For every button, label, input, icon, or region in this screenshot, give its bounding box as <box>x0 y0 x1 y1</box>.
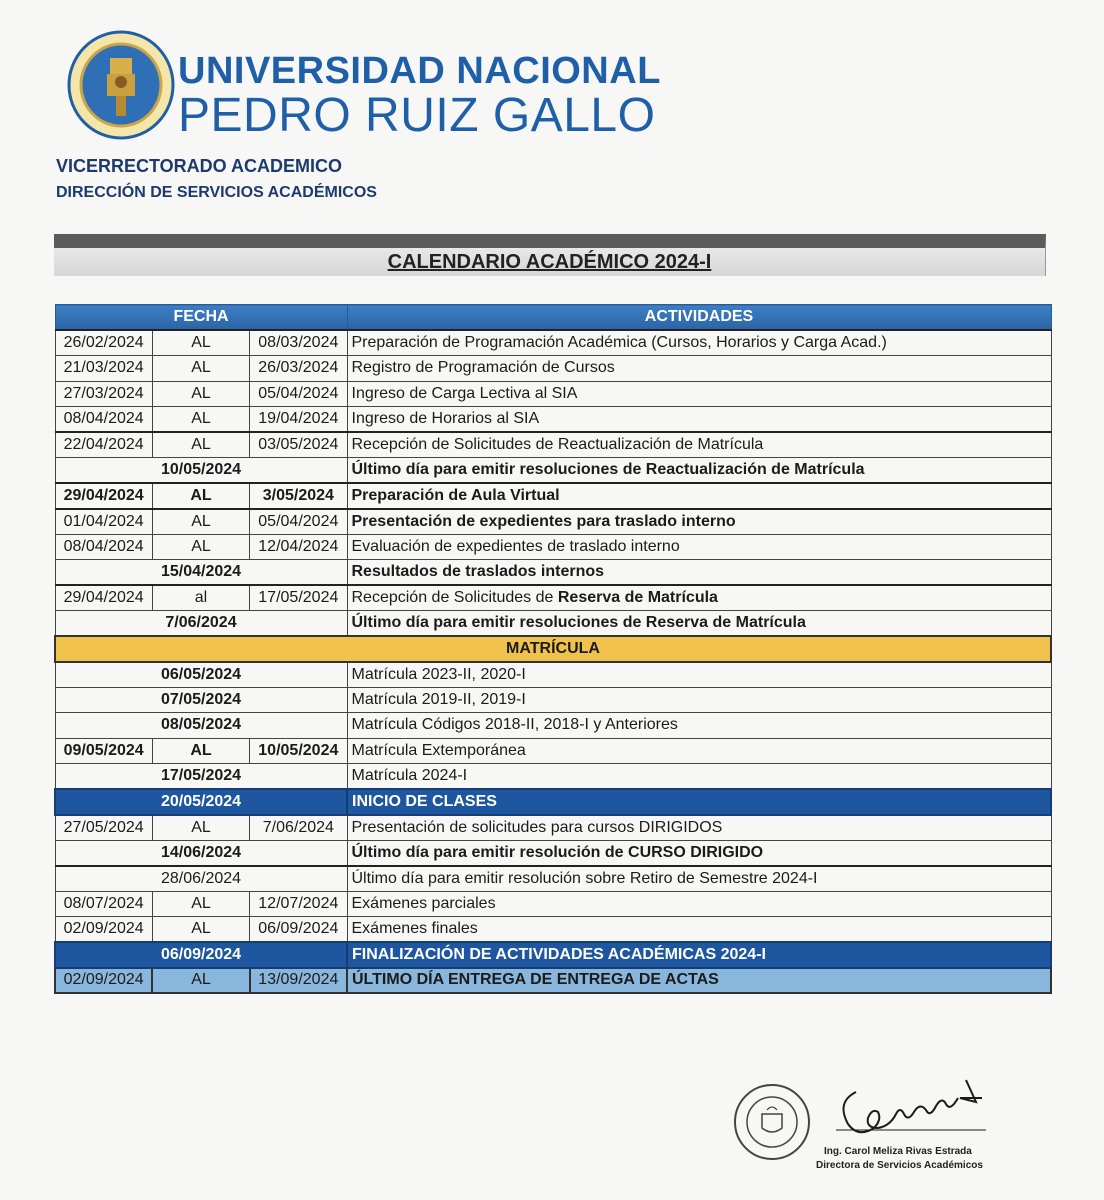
date-to: 26/03/2024 <box>250 356 347 382</box>
date-separator: AL <box>152 330 249 356</box>
table-row <box>55 738 1051 764</box>
date-single: 17/05/2024 <box>55 764 347 790</box>
section-title: MATRÍCULA <box>55 636 1051 662</box>
table-row <box>55 330 1051 356</box>
date-separator: AL <box>152 509 249 535</box>
date-from: 08/07/2024 <box>55 891 152 917</box>
calendar-title-bar <box>54 234 1046 276</box>
activity: Exámenes finales <box>347 917 1051 943</box>
handwritten-signature <box>816 1070 992 1140</box>
date-separator: AL <box>152 381 249 407</box>
date-from: 09/05/2024 <box>55 738 152 764</box>
activity <box>347 585 1051 611</box>
activity: Preparación de Aula Virtual <box>347 483 1051 509</box>
activity: Último día para emitir resolución de CURSO DIRIGIDO <box>347 840 1051 866</box>
date-to: 19/04/2024 <box>250 407 347 433</box>
table-row <box>55 662 1051 688</box>
university-name-line2: PEDRO RUIZ GALLO <box>178 89 656 142</box>
table-row <box>55 509 1051 535</box>
activity: Matrícula Códigos 2018-II, 2018-I y Anteriores <box>347 713 1051 739</box>
activity: Presentación de expedientes para traslado interno <box>347 509 1051 535</box>
table-row <box>55 381 1051 407</box>
table-row <box>55 917 1051 943</box>
column-header-actividades: ACTIVIDADES <box>347 305 1051 331</box>
activity: Último día para emitir resoluciones de Reactualización de Matrícula <box>347 458 1051 484</box>
activity-text: Recepción de Solicitudes de <box>351 589 558 606</box>
table-row <box>55 713 1051 739</box>
date-to: 17/05/2024 <box>250 585 347 611</box>
table-row <box>55 560 1051 586</box>
date-from: 27/03/2024 <box>55 381 152 407</box>
date-single: 08/05/2024 <box>55 713 347 739</box>
calendar-title: CALENDARIO ACADÉMICO 2024-I <box>387 251 712 273</box>
table-row <box>55 483 1051 509</box>
activity: Presentación de solicitudes para cursos DIRIGIDOS <box>347 815 1051 841</box>
date-to: 10/05/2024 <box>250 738 347 764</box>
activity: Preparación de Programación Académica (Cursos, Horarios y Carga Acad.) <box>347 330 1051 356</box>
date-to: 7/06/2024 <box>250 815 347 841</box>
date-separator: AL <box>152 483 249 509</box>
table-row <box>55 458 1051 484</box>
table-row <box>55 687 1051 713</box>
date-single: 14/06/2024 <box>55 840 347 866</box>
activity: Ingreso de Horarios al SIA <box>347 407 1051 433</box>
activity: Recepción de Solicitudes de Reactualización de Matrícula <box>347 432 1051 458</box>
row-finalizacion <box>55 942 1051 968</box>
column-header-fecha: FECHA <box>55 305 347 331</box>
date-to: 12/04/2024 <box>250 534 347 560</box>
date-from: 02/09/2024 <box>55 917 152 943</box>
date-from: 08/04/2024 <box>55 534 152 560</box>
table-row <box>55 534 1051 560</box>
date-from: 22/04/2024 <box>55 432 152 458</box>
date-separator: AL <box>152 534 249 560</box>
activity: Evaluación de expedientes de traslado interno <box>347 534 1051 560</box>
date-single: 10/05/2024 <box>55 458 347 484</box>
row-entrega-actas <box>55 968 1051 994</box>
date-single: 20/05/2024 <box>55 789 347 815</box>
date-to: 12/07/2024 <box>250 891 347 917</box>
activity: Matrícula 2019-II, 2019-I <box>347 687 1051 713</box>
date-separator: al <box>152 585 249 611</box>
signatory-name: Ing. Carol Meliza Rivas Estrada <box>824 1146 972 1157</box>
date-to: 03/05/2024 <box>250 432 347 458</box>
date-single: 06/09/2024 <box>55 942 347 968</box>
date-from: 26/02/2024 <box>55 330 152 356</box>
table-row <box>55 764 1051 790</box>
activity: Último día para emitir resolución sobre Retiro de Semestre 2024-I <box>347 866 1051 892</box>
date-from: 01/04/2024 <box>55 509 152 535</box>
activity: Ingreso de Carga Lectiva al SIA <box>347 381 1051 407</box>
activity: ÚLTIMO DÍA ENTREGA DE ENTREGA DE ACTAS <box>347 968 1051 994</box>
date-to: 3/05/2024 <box>250 483 347 509</box>
table-row <box>55 585 1051 611</box>
office-vicerrectorado: VICERRECTORADO ACADEMICO <box>56 156 343 176</box>
table-header-row <box>55 305 1051 331</box>
date-separator: AL <box>152 968 249 994</box>
date-separator: AL <box>152 815 249 841</box>
date-single: 7/06/2024 <box>55 611 347 637</box>
date-to: 06/09/2024 <box>250 917 347 943</box>
signatory-role: Directora de Servicios Académicos <box>816 1160 983 1171</box>
date-to: 13/09/2024 <box>250 968 347 994</box>
activity: Matrícula Extemporánea <box>347 738 1051 764</box>
university-seal-logo <box>66 30 176 140</box>
date-from: 29/04/2024 <box>55 483 152 509</box>
date-from: 08/04/2024 <box>55 407 152 433</box>
activity: Resultados de traslados internos <box>347 560 1051 586</box>
date-from: 21/03/2024 <box>55 356 152 382</box>
date-separator: AL <box>152 356 249 382</box>
date-from: 02/09/2024 <box>55 968 152 994</box>
table-row <box>55 432 1051 458</box>
table-row <box>55 356 1051 382</box>
activity: Matrícula 2024-I <box>347 764 1051 790</box>
date-to: 08/03/2024 <box>250 330 347 356</box>
date-to: 05/04/2024 <box>250 509 347 535</box>
table-row <box>55 866 1051 892</box>
activity: Registro de Programación de Cursos <box>347 356 1051 382</box>
university-name-line1: UNIVERSIDAD NACIONAL <box>178 50 661 92</box>
activity: Matrícula 2023-II, 2020-I <box>347 662 1051 688</box>
date-single: 06/05/2024 <box>55 662 347 688</box>
date-separator: AL <box>152 407 249 433</box>
table-row <box>55 891 1051 917</box>
office-direccion: DIRECCIÓN DE SERVICIOS ACADÉMICOS <box>56 184 377 201</box>
table-row <box>55 611 1051 637</box>
date-separator: AL <box>152 432 249 458</box>
official-stamp <box>732 1082 812 1162</box>
activity: INICIO DE CLASES <box>347 789 1051 815</box>
date-separator: AL <box>152 891 249 917</box>
activity: Exámenes parciales <box>347 891 1051 917</box>
date-single: 28/06/2024 <box>55 866 347 892</box>
university-name <box>178 52 661 140</box>
table-row <box>55 840 1051 866</box>
date-from: 29/04/2024 <box>55 585 152 611</box>
activity: FINALIZACIÓN DE ACTIVIDADES ACADÉMICAS 2024-I <box>347 942 1051 968</box>
activity-text-bold: Reserva de Matrícula <box>557 589 718 606</box>
date-to: 05/04/2024 <box>250 381 347 407</box>
section-header-matricula <box>55 636 1051 662</box>
date-from: 27/05/2024 <box>55 815 152 841</box>
date-single: 07/05/2024 <box>55 687 347 713</box>
row-inicio-de-clases <box>55 789 1051 815</box>
date-separator: AL <box>152 738 249 764</box>
activity: Último día para emitir resoluciones de Reserva de Matrícula <box>347 611 1051 637</box>
table-row <box>55 407 1051 433</box>
table-row <box>55 815 1051 841</box>
academic-calendar-table <box>54 304 1052 994</box>
date-separator: AL <box>152 917 249 943</box>
date-single: 15/04/2024 <box>55 560 347 586</box>
